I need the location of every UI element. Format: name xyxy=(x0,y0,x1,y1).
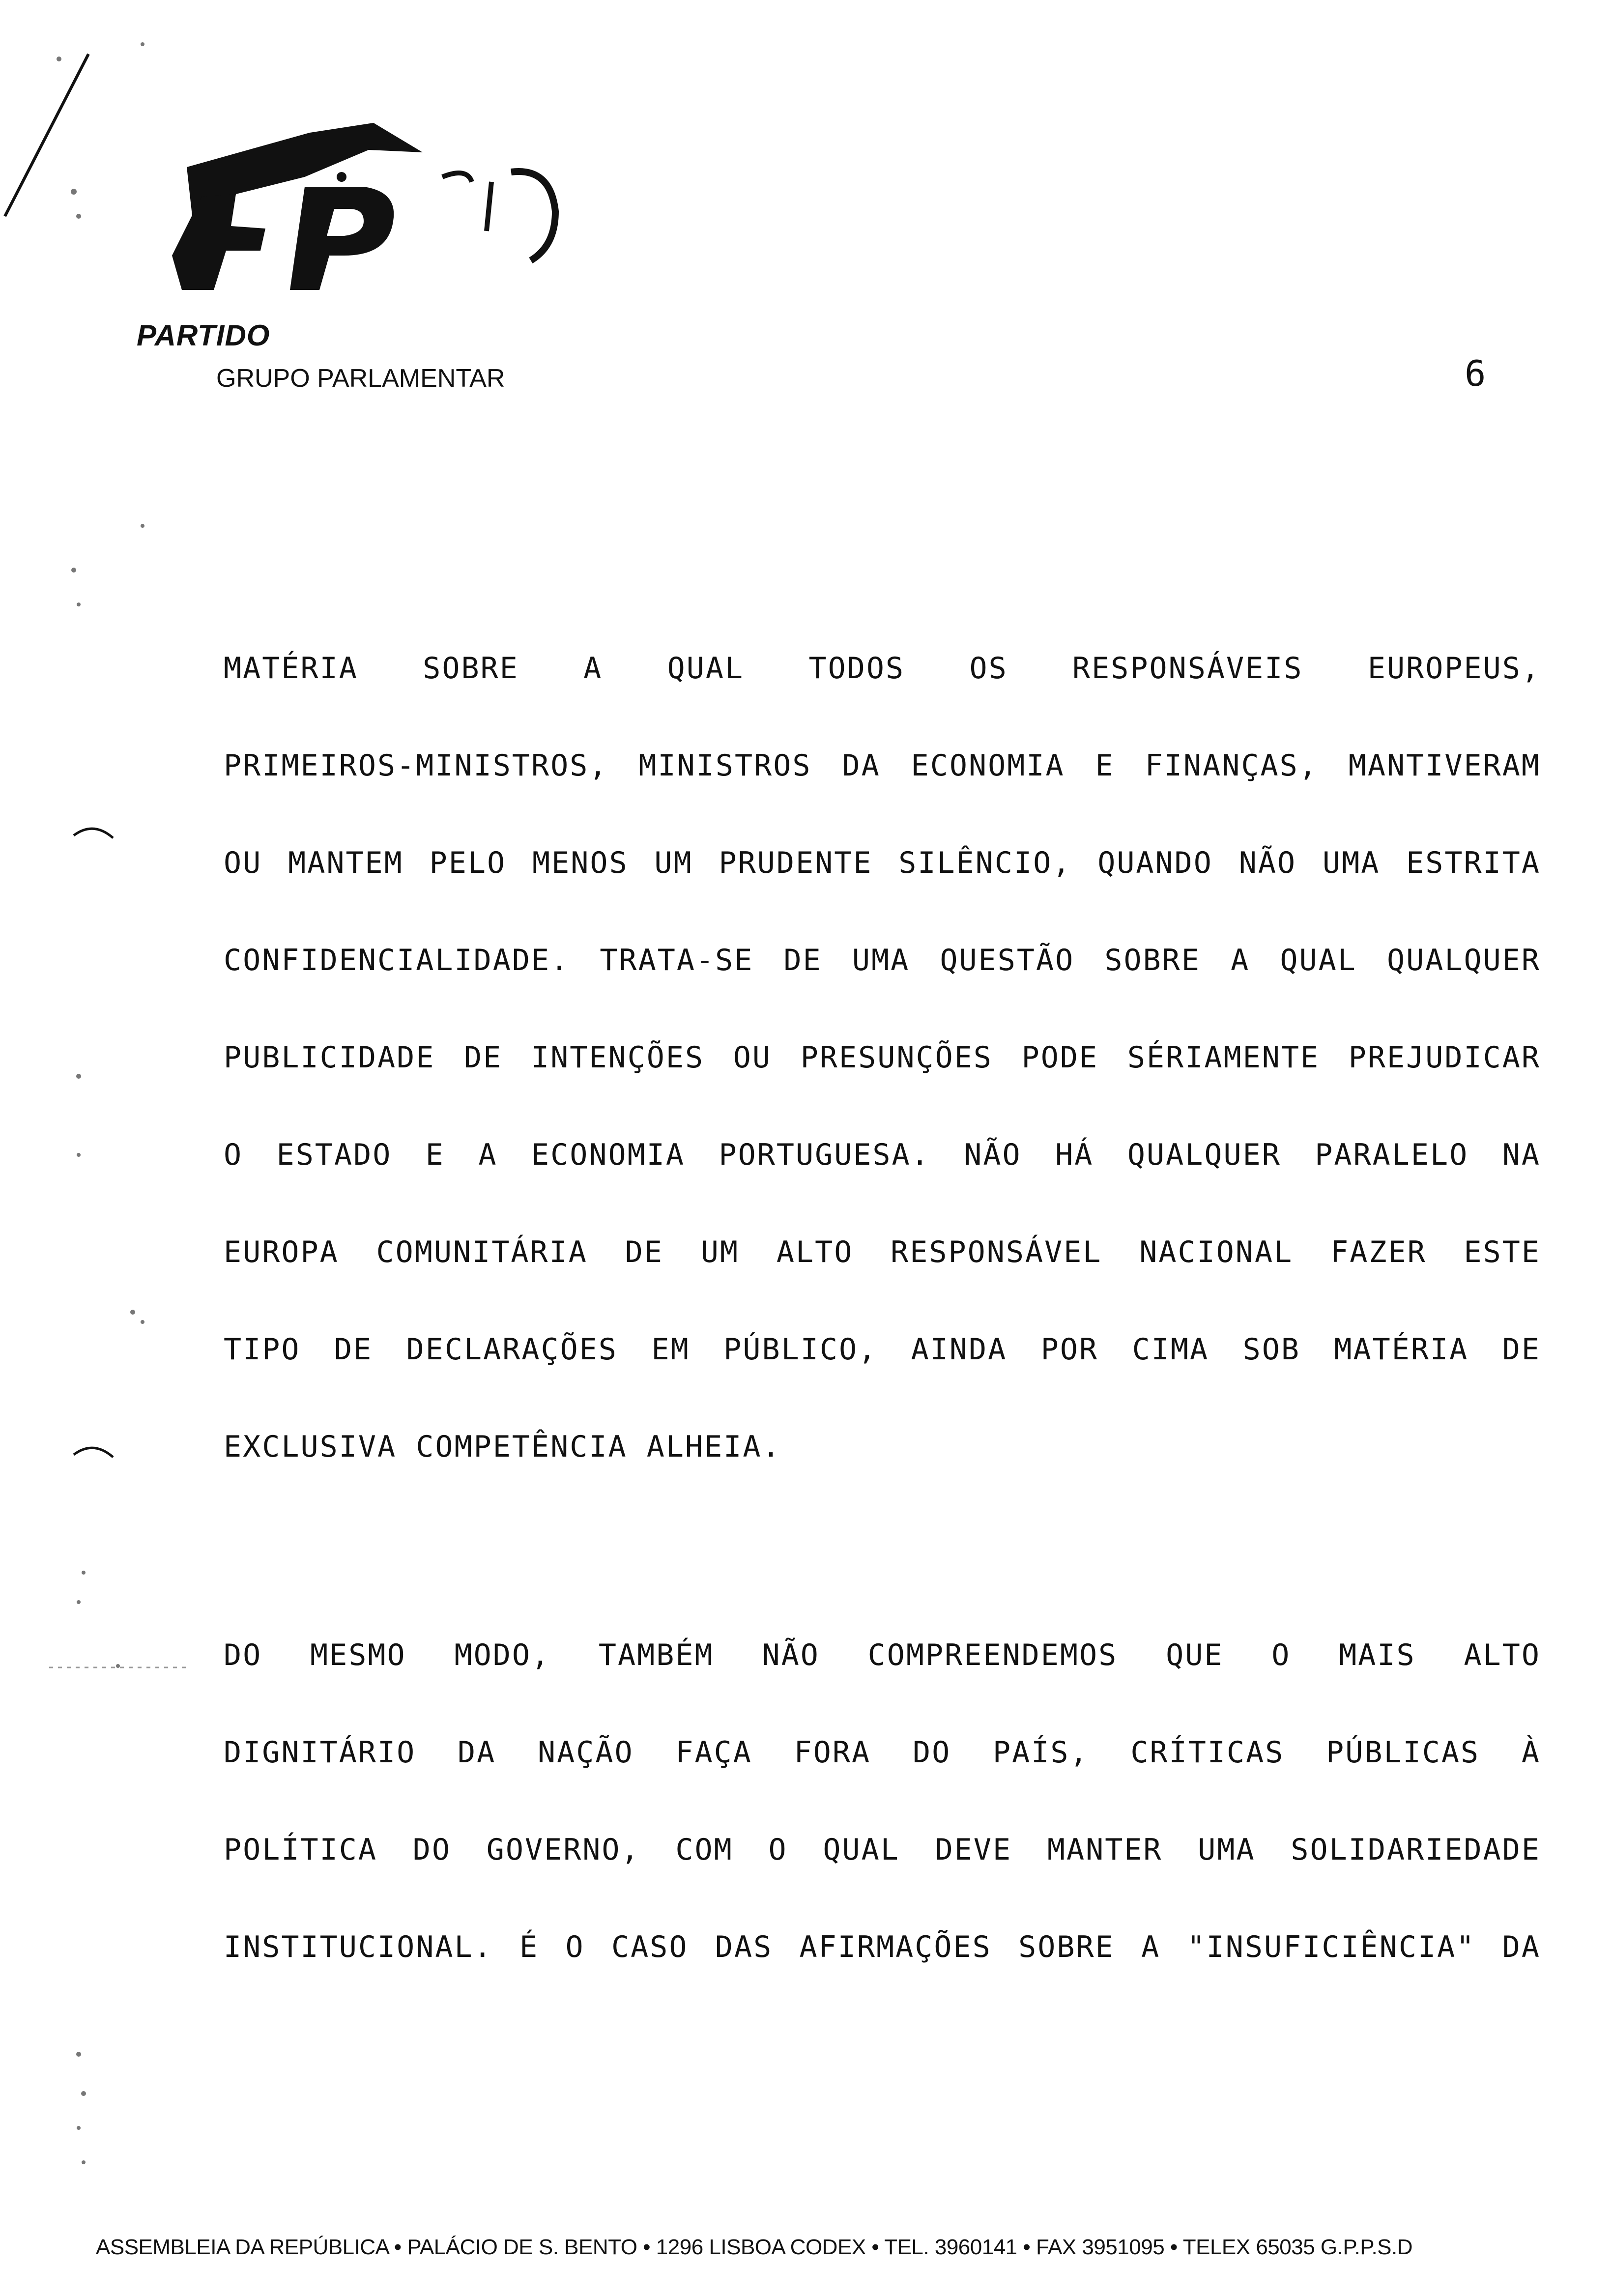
text-line: INSTITUCIONAL. É O CASO DAS AFIRMAÇÕES SOBRE A "INSUFICIÊNCIA" DA xyxy=(224,1930,1541,1964)
page-number: 6 xyxy=(1465,353,1486,394)
text-line: CONFIDENCIALIDADE. TRATA-SE DE UMA QUESTÃO SOBRE A QUAL QUALQUER xyxy=(224,943,1541,977)
text-line: MATÉRIA SOBRE A QUAL TODOS OS RESPONSÁVEIS EUROPEUS, xyxy=(224,651,1541,686)
parliamentary-group-label: GRUPO PARLAMENTAR xyxy=(216,364,505,393)
text-line: OU MANTEM PELO MENOS UM PRUDENTE SILÊNCIO, QUANDO NÃO UMA ESTRITA xyxy=(224,846,1541,880)
text-line: DIGNITÁRIO DA NAÇÃO FAÇA FORA DO PAÍS, CRÍTICAS PÚBLICAS À xyxy=(224,1735,1541,1770)
text-line: EXCLUSIVA COMPETÊNCIA ALHEIA. xyxy=(224,1430,781,1464)
document-body xyxy=(224,649,1541,2025)
party-logo xyxy=(147,113,619,339)
text-line: PRIMEIROS-MINISTROS, MINISTROS DA ECONOMIA E FINANÇAS, MANTIVERAM xyxy=(224,748,1541,783)
text-line: O ESTADO E A ECONOMIA PORTUGUESA. NÃO HÁ QUALQUER PARALELO NA xyxy=(224,1138,1541,1172)
text-line: DO MESMO MODO, TAMBÉM NÃO COMPREENDEMOS QUE O MAIS ALTO xyxy=(224,1638,1541,1672)
text-line: PUBLICIDADE DE INTENÇÕES OU PRESUNÇÕES PODE SÉRIAMENTE PREJUDICAR xyxy=(224,1040,1541,1075)
text-line: POLÍTICA DO GOVERNO, COM O QUAL DEVE MANTER UMA SOLIDARIEDADE xyxy=(224,1833,1541,1867)
paragraph-1 xyxy=(224,649,1541,1524)
psd-logo-icon xyxy=(147,113,619,339)
text-line: TIPO DE DECLARAÇÕES EM PÚBLICO, AINDA POR CIMA SOB MATÉRIA DE xyxy=(224,1332,1541,1367)
letterhead-footer: ASSEMBLEIA DA REPÚBLICA • PALÁCIO DE S. BENTO • 1296 LISBOA CODEX • TEL. 3960141 • FAX 3951095 • TELEX 65035 G.P.P.S.D xyxy=(96,2235,1413,2259)
party-label: PARTIDO xyxy=(137,319,270,352)
text-line: EUROPA COMUNITÁRIA DE UM ALTO RESPONSÁVEL NACIONAL FAZER ESTE xyxy=(224,1235,1541,1269)
paragraph-2 xyxy=(224,1636,1541,2025)
